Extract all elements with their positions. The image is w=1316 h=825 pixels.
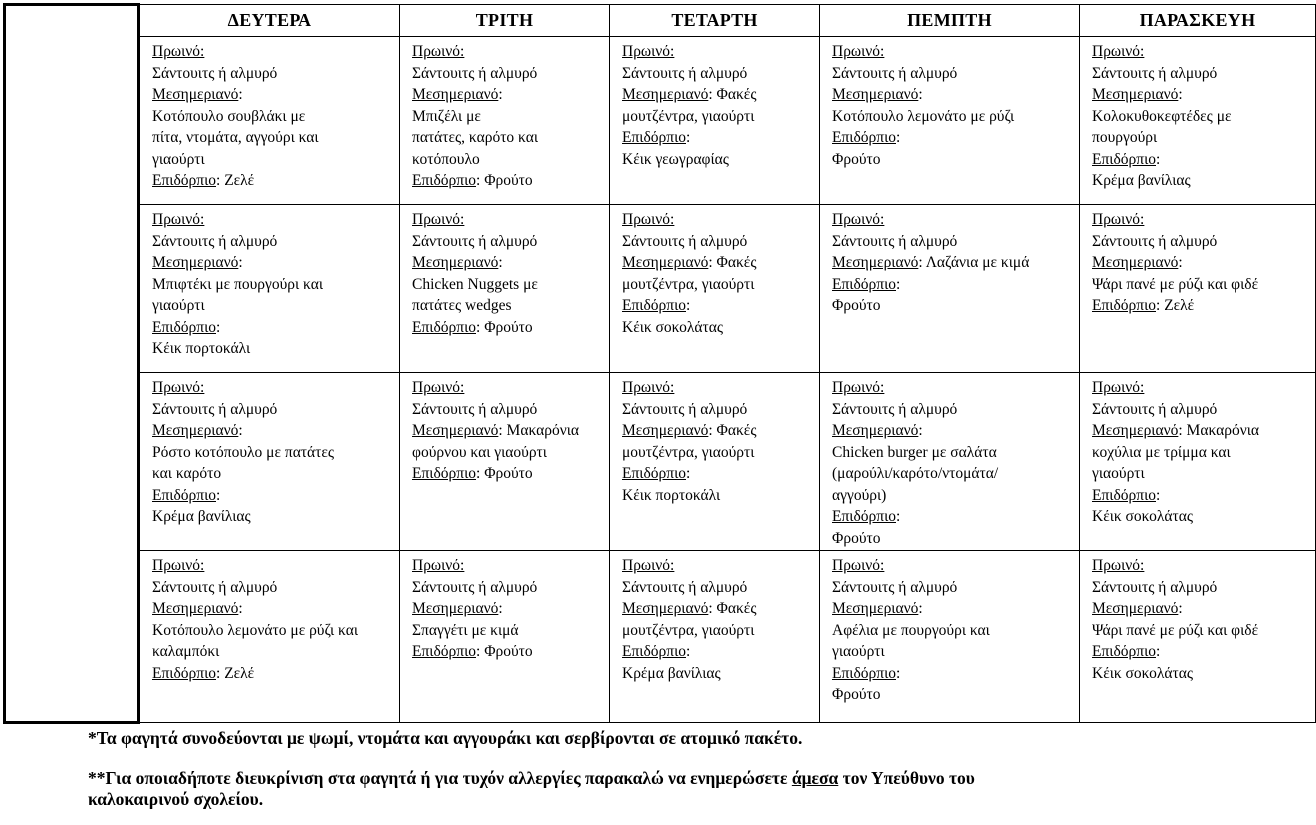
week-row-2 bbox=[5, 205, 1316, 373]
dessert-line: Επιδόρπιο: Φρούτο bbox=[412, 172, 533, 189]
breakfast-item: Σάντουιτς ή αλμυρό bbox=[412, 400, 538, 418]
lunch-inline-item: Φακές bbox=[712, 254, 757, 271]
breakfast-label: Πρωινό: bbox=[622, 557, 675, 574]
lunch-item: κοτόπουλο bbox=[412, 150, 480, 168]
menu-cell bbox=[139, 37, 400, 205]
dessert-label: Επιδόρπιο bbox=[152, 172, 216, 189]
menu-cell-content bbox=[1080, 205, 1315, 317]
day-header-thursday: ΠΕΜΠΤΗ bbox=[820, 5, 1080, 37]
lunch-item: φούρνου και γιαούρτι bbox=[412, 443, 547, 461]
footnote-serving: *Τα φαγητά συνοδεύονται με ψωμί, ντομάτα και αγγουράκι και σερβίρονται σε ατομικό πακέτο. bbox=[88, 728, 803, 748]
menu-cell-content bbox=[610, 373, 819, 506]
menu-cell-content bbox=[400, 37, 609, 192]
lunch-item: αγγούρι) bbox=[832, 486, 887, 504]
menu-cell-content bbox=[1080, 551, 1315, 684]
breakfast-item: Σάντουιτς ή αλμυρό bbox=[412, 578, 538, 596]
breakfast-label: Πρωινό: bbox=[1092, 43, 1145, 60]
dessert-label: Επιδόρπιο bbox=[1092, 297, 1156, 314]
lunch-label: Μεσημεριανό bbox=[832, 86, 919, 103]
lunch-label: Μεσημεριανό bbox=[832, 600, 919, 617]
breakfast-label: Πρωινό: bbox=[832, 557, 885, 574]
menu-cell bbox=[139, 551, 400, 723]
breakfast-item: Σάντουιτς ή αλμυρό bbox=[152, 578, 278, 596]
dessert-line: Επιδόρπιο: bbox=[1092, 486, 1161, 504]
breakfast-item: Σάντουιτς ή αλμυρό bbox=[1092, 64, 1218, 82]
breakfast-item: Σάντουιτς ή αλμυρό bbox=[1092, 578, 1218, 596]
lunch-label: Μεσημεριανό bbox=[622, 254, 709, 271]
dessert-item: Κρέμα βανίλιας bbox=[622, 664, 721, 682]
menu-cell bbox=[1080, 373, 1316, 551]
lunch-item: καλαμπόκι bbox=[152, 643, 220, 660]
lunch-label: Μεσημεριανό bbox=[832, 254, 919, 271]
day-header-tuesday: ΤΡΙΤΗ bbox=[400, 5, 610, 37]
dessert-label: Επιδόρπιο bbox=[832, 275, 896, 293]
lunch-line: Μεσημεριανό: bbox=[152, 600, 243, 617]
dessert-item: Κέικ πορτοκάλι bbox=[622, 486, 721, 504]
side-column bbox=[5, 5, 139, 723]
dessert-label: Επιδόρπιο bbox=[622, 297, 686, 314]
dessert-label: Επιδόρπιο bbox=[152, 664, 216, 682]
dessert-line: Επιδόρπιο: bbox=[1092, 150, 1161, 168]
dessert-label: Επιδόρπιο bbox=[412, 318, 476, 336]
lunch-label: Μεσημεριανό bbox=[412, 600, 499, 617]
menu-cell bbox=[1080, 37, 1316, 205]
lunch-line: Μεσημεριανό: bbox=[152, 86, 243, 103]
lunch-label: Μεσημεριανό bbox=[1092, 86, 1179, 103]
dessert-line: Επιδόρπιο: bbox=[152, 318, 221, 336]
dessert-label: Επιδόρπιο bbox=[1092, 150, 1156, 168]
lunch-label: Μεσημεριανό bbox=[412, 422, 499, 439]
menu-cell bbox=[820, 551, 1080, 723]
lunch-label: Μεσημεριανό bbox=[412, 86, 499, 103]
breakfast-item: Σάντουιτς ή αλμυρό bbox=[832, 578, 958, 596]
breakfast-item: Σάντουιτς ή αλμυρό bbox=[622, 64, 748, 82]
lunch-item: μουτζέντρα, γιαούρτι bbox=[622, 275, 755, 293]
dessert-label: Επιδόρπιο bbox=[1092, 486, 1156, 504]
breakfast-item: Σάντουιτς ή αλμυρό bbox=[1092, 400, 1218, 418]
lunch-line: Μεσημεριανό: Φακές bbox=[622, 254, 757, 271]
lunch-inline-item: Λαζάνια με κιμά bbox=[922, 254, 1030, 271]
lunch-line: Μεσημεριανό: bbox=[1092, 600, 1183, 617]
lunch-line: Μεσημεριανό: bbox=[832, 86, 923, 103]
lunch-line: Μεσημεριανό: bbox=[412, 86, 503, 103]
lunch-item: Κοτόπουλο λεμονάτο με ρύζι bbox=[832, 107, 1015, 125]
menu-cell-content bbox=[140, 205, 399, 360]
dessert-label: Επιδόρπιο bbox=[622, 643, 686, 660]
breakfast-item: Σάντουιτς ή αλμυρό bbox=[152, 64, 278, 82]
lunch-item: Μπιζέλι με bbox=[412, 107, 481, 125]
week-row-3 bbox=[5, 373, 1316, 551]
week-row-4 bbox=[5, 551, 1316, 723]
lunch-item: Chicken Nuggets με bbox=[412, 275, 538, 293]
breakfast-label: Πρωινό: bbox=[412, 211, 465, 228]
dessert-line: Επιδόρπιο: bbox=[152, 486, 221, 504]
menu-cell bbox=[820, 37, 1080, 205]
lunch-line: Μεσημεριανό: bbox=[412, 600, 503, 617]
lunch-label: Μεσημεριανό bbox=[152, 600, 239, 617]
dessert-label: Επιδόρπιο bbox=[832, 508, 896, 525]
lunch-inline-item: Φακές bbox=[712, 86, 757, 103]
lunch-line: Μεσημεριανό: bbox=[152, 254, 243, 271]
menu-cell-content bbox=[610, 205, 819, 338]
breakfast-item: Σάντουιτς ή αλμυρό bbox=[832, 64, 958, 82]
breakfast-label: Πρωινό: bbox=[622, 379, 675, 396]
dessert-item: Φρούτο bbox=[832, 150, 881, 168]
menu-cell-content bbox=[610, 551, 819, 684]
menu-cell bbox=[400, 37, 610, 205]
breakfast-label: Πρωινό: bbox=[412, 379, 465, 396]
dessert-line: Επιδόρπιο: bbox=[622, 643, 691, 660]
dessert-label: Επιδόρπιο bbox=[152, 318, 216, 336]
lunch-item: πατάτες wedges bbox=[412, 297, 512, 314]
dessert-line: Επιδόρπιο: Φρούτο bbox=[412, 643, 533, 660]
menu-cell-content bbox=[820, 551, 1079, 706]
lunch-line: Μεσημεριανό: bbox=[412, 254, 503, 271]
dessert-label: Επιδόρπιο bbox=[152, 486, 216, 504]
dessert-inline-item: Φρούτο bbox=[480, 465, 533, 482]
dessert-line: Επιδόρπιο: bbox=[622, 297, 691, 314]
breakfast-label: Πρωινό: bbox=[1092, 557, 1145, 574]
breakfast-item: Σάντουιτς ή αλμυρό bbox=[622, 400, 748, 418]
dessert-line: Επιδόρπιο: bbox=[622, 465, 691, 482]
lunch-inline-item: Μακαρόνια bbox=[502, 422, 580, 439]
emphasis-immediately: άμεσα bbox=[791, 768, 839, 788]
lunch-item: Ρόστο κοτόπουλο με πατάτες bbox=[152, 443, 335, 461]
breakfast-label: Πρωινό: bbox=[832, 379, 885, 396]
lunch-label: Μεσημεριανό bbox=[412, 254, 499, 271]
weekly-menu-table bbox=[3, 3, 1316, 724]
dessert-inline-item: Ζελέ bbox=[220, 172, 255, 189]
lunch-item: μουτζέντρα, γιαούρτι bbox=[622, 443, 755, 461]
lunch-line: Μεσημεριανό: bbox=[832, 600, 923, 617]
breakfast-label: Πρωινό: bbox=[622, 43, 675, 60]
dessert-item: Κέικ γεωγραφίας bbox=[622, 150, 729, 168]
dessert-item: Φρούτο bbox=[832, 686, 881, 703]
breakfast-item: Σάντουιτς ή αλμυρό bbox=[622, 232, 748, 250]
dessert-item: Κέικ σοκολάτας bbox=[622, 318, 724, 336]
lunch-item: και καρότο bbox=[152, 465, 222, 482]
lunch-item: (μαρούλι/καρότο/ντομάτα/ bbox=[832, 465, 999, 482]
day-header-friday: ΠΑΡΑΣΚΕΥΗ bbox=[1080, 5, 1316, 37]
dessert-line: Επιδόρπιο: bbox=[1092, 643, 1161, 660]
menu-cell-content bbox=[400, 373, 609, 485]
dessert-label: Επιδόρπιο bbox=[622, 129, 686, 146]
lunch-item: γιαούρτι bbox=[152, 150, 205, 168]
lunch-item: Κοτόπουλο σουβλάκι με bbox=[152, 107, 306, 125]
dessert-line: Επιδόρπιο: Ζελέ bbox=[152, 664, 255, 682]
menu-cell-content bbox=[140, 37, 399, 192]
menu-cell bbox=[610, 37, 820, 205]
lunch-item: μουτζέντρα, γιαούρτι bbox=[622, 621, 755, 639]
breakfast-item: Σάντουιτς ή αλμυρό bbox=[832, 232, 958, 250]
lunch-line: Μεσημεριανό: Φακές bbox=[622, 600, 757, 617]
breakfast-item: Σάντουιτς ή αλμυρό bbox=[412, 232, 538, 250]
dessert-line: Επιδόρπιο: Φρούτο bbox=[412, 465, 533, 482]
lunch-label: Μεσημεριανό bbox=[622, 600, 709, 617]
dessert-line: Επιδόρπιο: bbox=[832, 664, 901, 682]
menu-cell bbox=[610, 551, 820, 723]
dessert-line: Επιδόρπιο: Ζελέ bbox=[152, 172, 255, 189]
dessert-item: Φρούτο bbox=[832, 529, 881, 547]
lunch-line: Μεσημεριανό: Φακές bbox=[622, 422, 757, 439]
breakfast-label: Πρωινό: bbox=[1092, 211, 1145, 228]
breakfast-label: Πρωινό: bbox=[152, 379, 205, 396]
breakfast-item: Σάντουιτς ή αλμυρό bbox=[1092, 232, 1218, 250]
lunch-item: κοχύλια με τρίμμα και bbox=[1092, 443, 1231, 461]
breakfast-item: Σάντουιτς ή αλμυρό bbox=[832, 400, 958, 418]
lunch-line: Μεσημεριανό: bbox=[1092, 86, 1183, 103]
menu-cell bbox=[610, 205, 820, 373]
dessert-item: Φρούτο bbox=[832, 297, 881, 314]
lunch-item: Σπαγγέτι με κιμά bbox=[412, 621, 519, 639]
dessert-line: Επιδόρπιο: bbox=[832, 275, 901, 293]
dessert-item: Κέικ σοκολάτας bbox=[1092, 664, 1194, 682]
lunch-item: Chicken burger με σαλάτα bbox=[832, 443, 997, 461]
lunch-item: γιαούρτι bbox=[1092, 465, 1145, 482]
breakfast-item: Σάντουιτς ή αλμυρό bbox=[152, 232, 278, 250]
lunch-label: Μεσημεριανό bbox=[1092, 600, 1179, 617]
lunch-item: γιαούρτι bbox=[832, 643, 885, 660]
lunch-inline-item: Φακές bbox=[712, 422, 757, 439]
menu-cell bbox=[820, 205, 1080, 373]
footnote-allergies: **Για οποιαδήποτε διευκρίνιση στα φαγητά ή για τυχόν αλλεργίες παρακαλώ να ενημερώσετε άμεσα τον Υπεύθυνο του καλοκαιρινού σχολείου. bbox=[88, 768, 975, 809]
dessert-label: Επιδόρπιο bbox=[832, 129, 896, 146]
day-header-wednesday: ΤΕΤΑΡΤΗ bbox=[610, 5, 820, 37]
dessert-item: Κρέμα βανίλιας bbox=[1092, 172, 1191, 189]
breakfast-label: Πρωινό: bbox=[832, 211, 885, 228]
menu-cell bbox=[610, 373, 820, 551]
lunch-item: Κολοκυθοκεφτέδες με bbox=[1092, 107, 1232, 125]
menu-cell-content bbox=[400, 205, 609, 338]
lunch-label: Μεσημεριανό bbox=[152, 86, 239, 103]
lunch-item: Μπιφτέκι με πουργούρι και bbox=[152, 275, 324, 293]
dessert-line: Επιδόρπιο: Ζελέ bbox=[1092, 297, 1195, 314]
lunch-item: πουργούρι bbox=[1092, 129, 1158, 146]
dessert-item: Κέικ πορτοκάλι bbox=[152, 340, 251, 357]
menu-cell-content bbox=[820, 205, 1079, 317]
menu-cell bbox=[1080, 551, 1316, 723]
dessert-line: Επιδόρπιο: bbox=[832, 508, 901, 525]
menu-cell bbox=[820, 373, 1080, 551]
menu-cell-content bbox=[140, 551, 399, 684]
menu-cell-content bbox=[400, 551, 609, 663]
dessert-inline-item: Ζελέ bbox=[220, 664, 255, 682]
lunch-line: Μεσημεριανό: Λαζάνια με κιμά bbox=[832, 254, 1030, 271]
menu-cell bbox=[1080, 205, 1316, 373]
dessert-inline-item: Φρούτο bbox=[480, 318, 533, 336]
menu-cell bbox=[400, 205, 610, 373]
breakfast-label: Πρωινό: bbox=[412, 43, 465, 60]
lunch-item: Ψάρι πανέ με ρύζι και φιδέ bbox=[1092, 621, 1259, 639]
breakfast-label: Πρωινό: bbox=[152, 43, 205, 60]
lunch-label: Μεσημεριανό bbox=[622, 422, 709, 439]
dessert-item: Κρέμα βανίλιας bbox=[152, 508, 251, 525]
lunch-item: πατάτες, καρότο και bbox=[412, 129, 539, 146]
dessert-inline-item: Φρούτο bbox=[480, 643, 533, 660]
breakfast-item: Σάντουιτς ή αλμυρό bbox=[412, 64, 538, 82]
lunch-line: Μεσημεριανό: bbox=[1092, 254, 1183, 271]
lunch-item: Αφέλια με πουργούρι και bbox=[832, 621, 990, 639]
menu-cell bbox=[139, 205, 400, 373]
lunch-line: Μεσημεριανό: bbox=[152, 422, 243, 439]
lunch-label: Μεσημεριανό bbox=[1092, 254, 1179, 271]
header-row bbox=[5, 5, 1316, 37]
breakfast-label: Πρωινό: bbox=[412, 557, 465, 574]
lunch-inline-item: Φακές bbox=[712, 600, 757, 617]
menu-cell-content bbox=[820, 373, 1079, 549]
lunch-line: Μεσημεριανό: Μακαρόνια bbox=[412, 422, 580, 439]
lunch-label: Μεσημεριανό bbox=[152, 254, 239, 271]
breakfast-label: Πρωινό: bbox=[152, 211, 205, 228]
lunch-label: Μεσημεριανό bbox=[622, 86, 709, 103]
dessert-label: Επιδόρπιο bbox=[622, 465, 686, 482]
lunch-item: μουτζέντρα, γιαούρτι bbox=[622, 107, 755, 125]
lunch-line: Μεσημεριανό: bbox=[832, 422, 923, 439]
lunch-label: Μεσημεριανό bbox=[832, 422, 919, 439]
dessert-label: Επιδόρπιο bbox=[412, 172, 476, 189]
lunch-inline-item: Μακαρόνια bbox=[1182, 422, 1260, 439]
lunch-label: Μεσημεριανό bbox=[152, 422, 239, 439]
week-row-1 bbox=[5, 37, 1316, 205]
dessert-item: Κέικ σοκολάτας bbox=[1092, 508, 1194, 525]
menu-cell-content bbox=[610, 37, 819, 170]
dessert-line: Επιδόρπιο: Φρούτο bbox=[412, 318, 533, 336]
menu-cell bbox=[400, 373, 610, 551]
lunch-item: γιαούρτι bbox=[152, 297, 205, 314]
dessert-label: Επιδόρπιο bbox=[412, 643, 476, 660]
lunch-line: Μεσημεριανό: Μακαρόνια bbox=[1092, 422, 1260, 439]
breakfast-label: Πρωινό: bbox=[1092, 379, 1145, 396]
menu-cell-content bbox=[820, 37, 1079, 170]
menu-cell-content bbox=[140, 373, 399, 528]
breakfast-item: Σάντουιτς ή αλμυρό bbox=[152, 400, 278, 418]
breakfast-label: Πρωινό: bbox=[622, 211, 675, 228]
dessert-inline-item: Φρούτο bbox=[480, 172, 533, 189]
breakfast-item: Σάντουιτς ή αλμυρό bbox=[622, 578, 748, 596]
lunch-label: Μεσημεριανό bbox=[1092, 422, 1179, 439]
menu-cell bbox=[139, 373, 400, 551]
menu-cell-content bbox=[1080, 37, 1315, 192]
dessert-label: Επιδόρπιο bbox=[832, 664, 896, 682]
dessert-inline-item: Ζελέ bbox=[1160, 297, 1195, 314]
menu-cell bbox=[400, 551, 610, 723]
dessert-label: Επιδόρπιο bbox=[1092, 643, 1156, 660]
day-header-monday: ΔΕΥΤΕΡΑ bbox=[139, 5, 400, 37]
lunch-item: Κοτόπουλο λεμονάτο με ρύζι και bbox=[152, 621, 358, 639]
lunch-line: Μεσημεριανό: Φακές bbox=[622, 86, 757, 103]
dessert-label: Επιδόρπιο bbox=[412, 465, 476, 482]
lunch-item: πίτα, ντομάτα, αγγούρι και bbox=[152, 129, 319, 146]
lunch-item: Ψάρι πανέ με ρύζι και φιδέ bbox=[1092, 275, 1259, 293]
dessert-line: Επιδόρπιο: bbox=[832, 129, 901, 146]
dessert-line: Επιδόρπιο: bbox=[622, 129, 691, 146]
breakfast-label: Πρωινό: bbox=[152, 557, 205, 574]
breakfast-label: Πρωινό: bbox=[832, 43, 885, 60]
menu-cell-content bbox=[1080, 373, 1315, 528]
